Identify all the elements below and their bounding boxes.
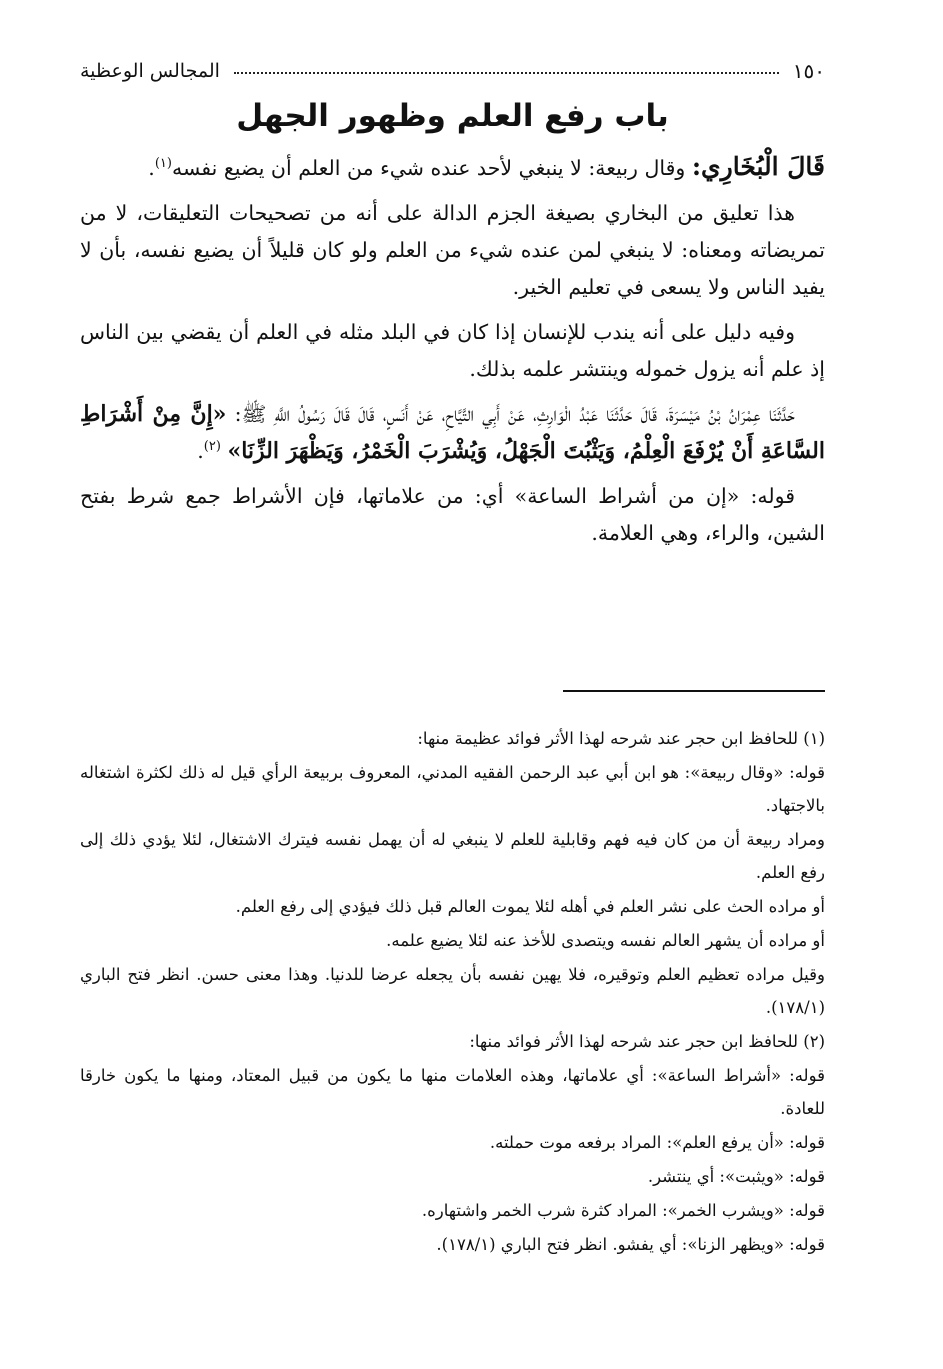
footnote-line: وقيل مراده تعظيم العلم وتوقيره، فلا يهين نفسه بأن يجعله عرضا للدنيا. وهذا معنى حسن. انظر فتح الباري (١٧٨/١). <box>80 965 825 1017</box>
footnote-line: قوله: «أن يرفع العلم»: المراد برفعه موت حملته. <box>489 1133 825 1152</box>
footnote-separator <box>563 690 825 692</box>
footnote-ref-2[interactable]: (٢) <box>203 439 221 455</box>
main-text <box>80 148 825 560</box>
footnotes <box>80 722 825 1262</box>
sentence-end: . <box>148 156 155 180</box>
footnote-line: قوله: «ويشرب الخمر»: المراد كثرة شرب الخمر واشتهاره. <box>421 1201 825 1220</box>
footnote-line: (١) للحافظ ابن حجر عند شرحه لهذا الأثر فوائد عظيمة منها: <box>417 729 825 748</box>
speaker-label: قَالَ الْبُخَارِي: <box>691 152 825 181</box>
commentary-paragraph-2: وفيه دليل على أنه يندب للإنسان إذا كان في البلد مثله في العلم أن يقضي بين الناس إذ علم أنه يزول خموله وينتشر علمه بذلك. <box>80 320 825 381</box>
footnote-line: أو مراده الحث على نشر العلم في أهله لئلا يموت العالم قبل ذلك فيؤدي إلى رفع العلم. <box>235 897 825 916</box>
commentary-paragraph-3: قوله: «إن من أشراط الساعة» أي: من علاماتها، فإن الأشراط جمع شرط بفتح الشين، والراء، وهي العلامة. <box>80 484 825 545</box>
footnote-line: (٢) للحافظ ابن حجر عند شرحه لهذا الأثر فوائد منها: <box>469 1032 825 1051</box>
rabia-statement: وقال ربيعة: لا ينبغي لأحد عنده شيء من العلم أن يضيع نفسه <box>171 156 686 180</box>
header-dotted-leader <box>234 72 779 74</box>
hadith-paragraph <box>80 396 825 470</box>
footnote-line: قوله: «ويظهر الزنا»: أي يفشو. انظر فتح الباري (١٧٨/١). <box>436 1235 825 1254</box>
footnote-line: أو مراده أن يشهر العالم نفسه ويتصدى للأخذ عنه لئلا يضيع علمه. <box>386 931 825 950</box>
footnote-line: قوله: «وقال ربيعة»: هو ابن أبي عبد الرحمن الفقيه المدني، المعروف بربيعة الرأي قيل له ذلك لكثرة اشتغاله بالاجتهاد. <box>80 763 825 815</box>
sentence-end: . <box>197 439 204 463</box>
chapter-title: باب رفع العلم وظهور الجهل <box>236 98 669 134</box>
footnote-line: قوله: «ويثبت»: أي ينتشر. <box>647 1167 825 1186</box>
footnote-ref-1[interactable]: (١) <box>154 156 172 172</box>
commentary-paragraph-1: هذا تعليق من البخاري بصيغة الجزم الدالة على أنه من تصحيحات التعليقات، لا من تمريضاته ومعناه: لا ينبغي لمن عنده شيء من العلم ولو كان قليلاً أن يضيع نفسه، بأن لا يفيد الناس ولا يسعى في تعليم الخير. <box>80 201 825 299</box>
running-header <box>80 56 825 86</box>
page-number: ١٥٠ <box>792 59 825 83</box>
bukhari-quote <box>80 148 825 187</box>
footnote-line: ومراد ربيعة أن من كان فيه فهم وقابلية للعلم لا ينبغي له أن يهمل نفسه فيترك الاشتغال، لئلا يؤدي ذلك إلى رفع العلم. <box>80 830 825 882</box>
book-page <box>80 0 825 1369</box>
hadith-matn: «إِنَّ مِنْ أَشْرَاطِ السَّاعَةِ أَنْ يُرْفَعَ الْعِلْمُ، وَيَثْبُتَ الْجَهْلُ، وَيُشْرَبَ الْخَمْرُ، وَيَظْهَرَ الزِّنَا» <box>80 401 825 464</box>
hadith-isnad: حَدَّثَنَا عِمْرَانُ بْنُ مَيْسَرَةَ، قَالَ حَدَّثَنَا عَبْدُ الْوَارِثِ، عَنْ أَبِي التَّيَّاحِ، عَنْ أَنَسٍ، قَالَ قَالَ رَسُولُ اللَّهِ ﷺ: <box>234 402 795 426</box>
footnote-line: قوله: «أشراط الساعة»: أي علاماتها، وهذه العلامات منها ما يكون من قبيل المعتاد، ومنها ما يكون خارقا للعادة. <box>80 1066 825 1118</box>
book-title: المجالس الوعظية <box>80 60 220 82</box>
